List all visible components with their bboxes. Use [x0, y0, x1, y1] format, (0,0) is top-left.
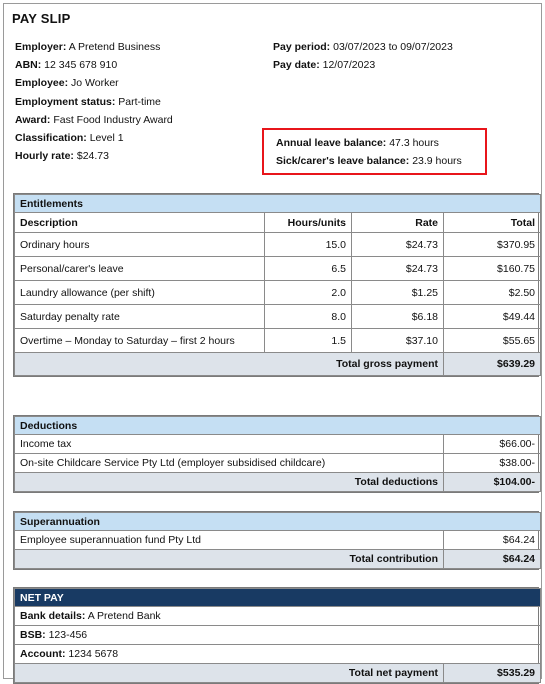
total-row	[15, 473, 541, 492]
hourly-rate-line: Hourly rate: $24.73	[15, 150, 109, 163]
column-header-description: Description	[15, 213, 265, 233]
table-row	[15, 329, 541, 353]
total-row	[15, 550, 541, 569]
table-row	[15, 435, 541, 454]
award-line: Award: Fast Food Industry Award	[15, 113, 173, 126]
row-hours: 8.0	[265, 305, 352, 329]
pay-info	[273, 38, 453, 74]
table-row	[15, 233, 541, 257]
account-value: 1234 5678	[68, 648, 119, 660]
row-amount: $66.00-	[444, 435, 541, 454]
row-description: Laundry allowance (per shift)	[15, 281, 265, 305]
row-description: Income tax	[15, 435, 444, 454]
row-description: Employee superannuation fund Pty Ltd	[15, 531, 444, 550]
page-title: PAY SLIP	[12, 11, 71, 26]
column-header-hours: Hours/units	[265, 213, 352, 233]
column-header-total: Total	[444, 213, 541, 233]
total-contribution-label: Total contribution	[15, 550, 444, 569]
superannuation-section	[13, 511, 539, 570]
row-total: $2.50	[444, 281, 541, 305]
pay-date-line: Pay date: 12/07/2023	[273, 59, 376, 72]
row-total: $55.65	[444, 329, 541, 353]
pay-period-line: Pay period: 03/07/2023 to 09/07/2023	[273, 41, 453, 53]
account-row	[15, 645, 541, 664]
abn-line: ABN: 12 345 678 910	[15, 59, 118, 72]
table-row	[15, 281, 541, 305]
deductions-heading: Deductions	[15, 417, 541, 435]
total-contribution-value: $64.24	[444, 550, 541, 569]
row-total: $49.44	[444, 305, 541, 329]
sick-leave-line: Sick/carer's leave balance: 23.9 hours	[276, 155, 462, 167]
row-description: Ordinary hours	[15, 233, 265, 257]
row-hours: 2.0	[265, 281, 352, 305]
employment-status-line: Employment status: Part-time	[15, 95, 161, 108]
net-pay-section	[13, 587, 539, 684]
bsb-label: BSB:	[20, 629, 46, 641]
employer-info	[15, 38, 173, 165]
bank-value: A Pretend Bank	[87, 610, 161, 622]
column-header-rate: Rate	[352, 213, 444, 233]
leave-balance-box	[262, 128, 487, 175]
row-rate: $6.18	[352, 305, 444, 329]
row-rate: $24.73	[352, 233, 444, 257]
total-deductions-value: $104.00-	[444, 473, 541, 492]
total-net-value: $535.29	[444, 664, 541, 683]
bank-details-row	[15, 607, 541, 626]
row-hours: 1.5	[265, 329, 352, 353]
row-amount: $38.00-	[444, 454, 541, 473]
row-rate: $24.73	[352, 257, 444, 281]
table-row	[15, 257, 541, 281]
row-amount: $64.24	[444, 531, 541, 550]
table-row	[15, 454, 541, 473]
row-description: Saturday penalty rate	[15, 305, 265, 329]
net-pay-heading: NET PAY	[15, 589, 541, 607]
bsb-row	[15, 626, 541, 645]
total-gross-label: Total gross payment	[15, 353, 444, 376]
row-description: Personal/carer's leave	[15, 257, 265, 281]
deductions-section	[13, 415, 539, 493]
row-description: Overtime – Monday to Saturday – first 2 hours	[15, 329, 265, 353]
bsb-value: 123-456	[48, 629, 88, 641]
table-row	[15, 305, 541, 329]
row-rate: $1.25	[352, 281, 444, 305]
employee-line: Employee: Jo Worker	[15, 77, 119, 90]
total-net-label: Total net payment	[15, 664, 444, 683]
total-row	[15, 353, 541, 376]
bank-label: Bank details:	[20, 610, 86, 622]
total-gross-value: $639.29	[444, 353, 541, 376]
row-total: $160.75	[444, 257, 541, 281]
superannuation-heading: Superannuation	[15, 513, 541, 531]
entitlements-heading: Entitlements	[15, 195, 541, 213]
entitlements-section	[13, 193, 539, 377]
employer-line: Employer: A Pretend Business	[15, 41, 161, 53]
row-description: On-site Childcare Service Pty Ltd (employer subsidised childcare)	[15, 454, 444, 473]
total-deductions-label: Total deductions	[15, 473, 444, 492]
row-hours: 6.5	[265, 257, 352, 281]
account-label: Account:	[20, 648, 66, 660]
total-row	[15, 664, 541, 683]
annual-leave-line: Annual leave balance: 47.3 hours	[276, 137, 439, 149]
classification-line: Classification: Level 1	[15, 132, 124, 145]
row-total: $370.95	[444, 233, 541, 257]
table-row	[15, 531, 541, 550]
pay-slip-document	[3, 3, 542, 679]
row-hours: 15.0	[265, 233, 352, 257]
row-rate: $37.10	[352, 329, 444, 353]
